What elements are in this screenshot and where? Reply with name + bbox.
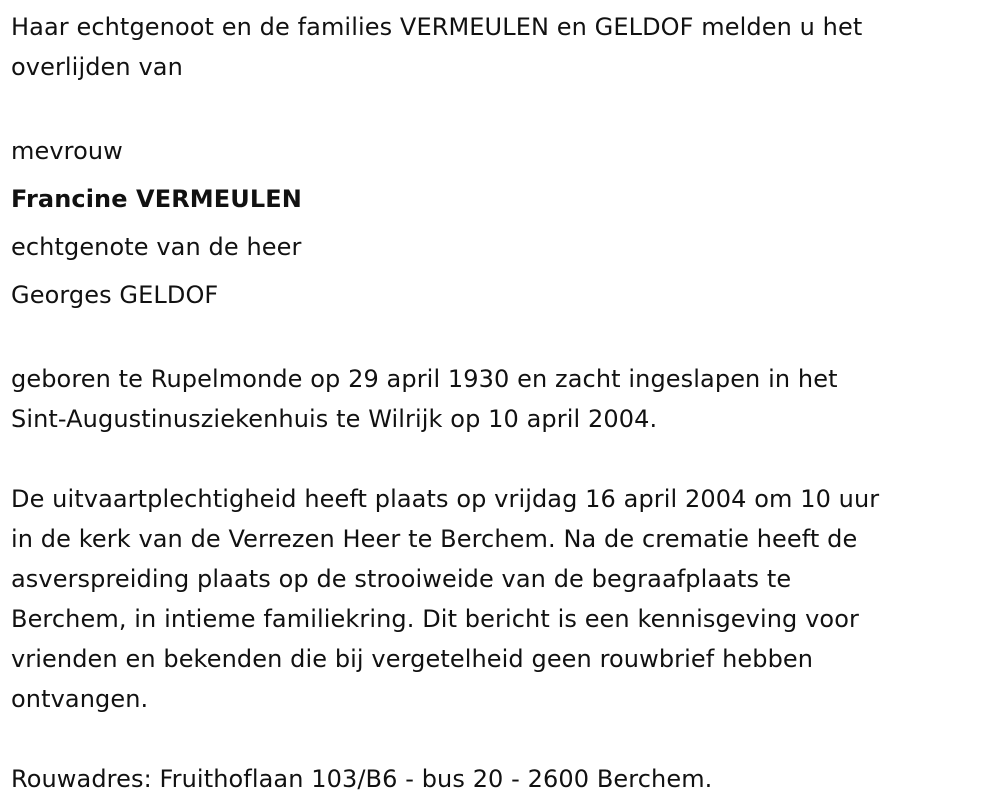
spacer — [11, 87, 1000, 127]
spacer — [11, 319, 1000, 359]
spacer — [11, 719, 1000, 759]
spacer — [11, 439, 1000, 479]
deceased-relation: echtgenote van de heer — [11, 233, 302, 261]
birth-death-line-2: Sint-Augustinusziekenhuis te Wilrijk op 10 april 2004. — [11, 405, 658, 433]
funeral-line: asverspreiding plaats op de strooiweide van de begraafplaats te — [11, 565, 792, 593]
mourning-address: Rouwadres: Fruithoflaan 103/B6 - bus 20 - 2600 Berchem. — [11, 765, 713, 793]
funeral-line: ontvangen. — [11, 685, 149, 713]
funeral-paragraph — [11, 479, 1000, 719]
intro-paragraph — [11, 7, 1000, 87]
address-paragraph — [11, 759, 1000, 799]
birth-death-line-1: geboren te Rupelmonde op 29 april 1930 en zacht ingeslapen in het — [11, 365, 838, 393]
deceased-title: mevrouw — [11, 137, 123, 165]
intro-line-1: Haar echtgenoot en de families VERMEULEN en GELDOF melden u het — [11, 13, 863, 41]
spouse-name: Georges GELDOF — [11, 281, 219, 309]
funeral-line: vrienden en bekenden die bij vergetelheid geen rouwbrief hebben — [11, 645, 814, 673]
intro-line-2: overlijden van — [11, 53, 183, 81]
funeral-line: Berchem, in intieme familiekring. Dit bericht is een kennisgeving voor — [11, 605, 859, 633]
birth-death-paragraph — [11, 359, 1000, 439]
funeral-line: in de kerk van de Verrezen Heer te Berchem. Na de crematie heeft de — [11, 525, 858, 553]
funeral-line: De uitvaartplechtigheid heeft plaats op vrijdag 16 april 2004 om 10 uur — [11, 485, 880, 513]
deceased-block — [11, 127, 1000, 319]
deceased-name: Francine VERMEULEN — [11, 185, 302, 213]
